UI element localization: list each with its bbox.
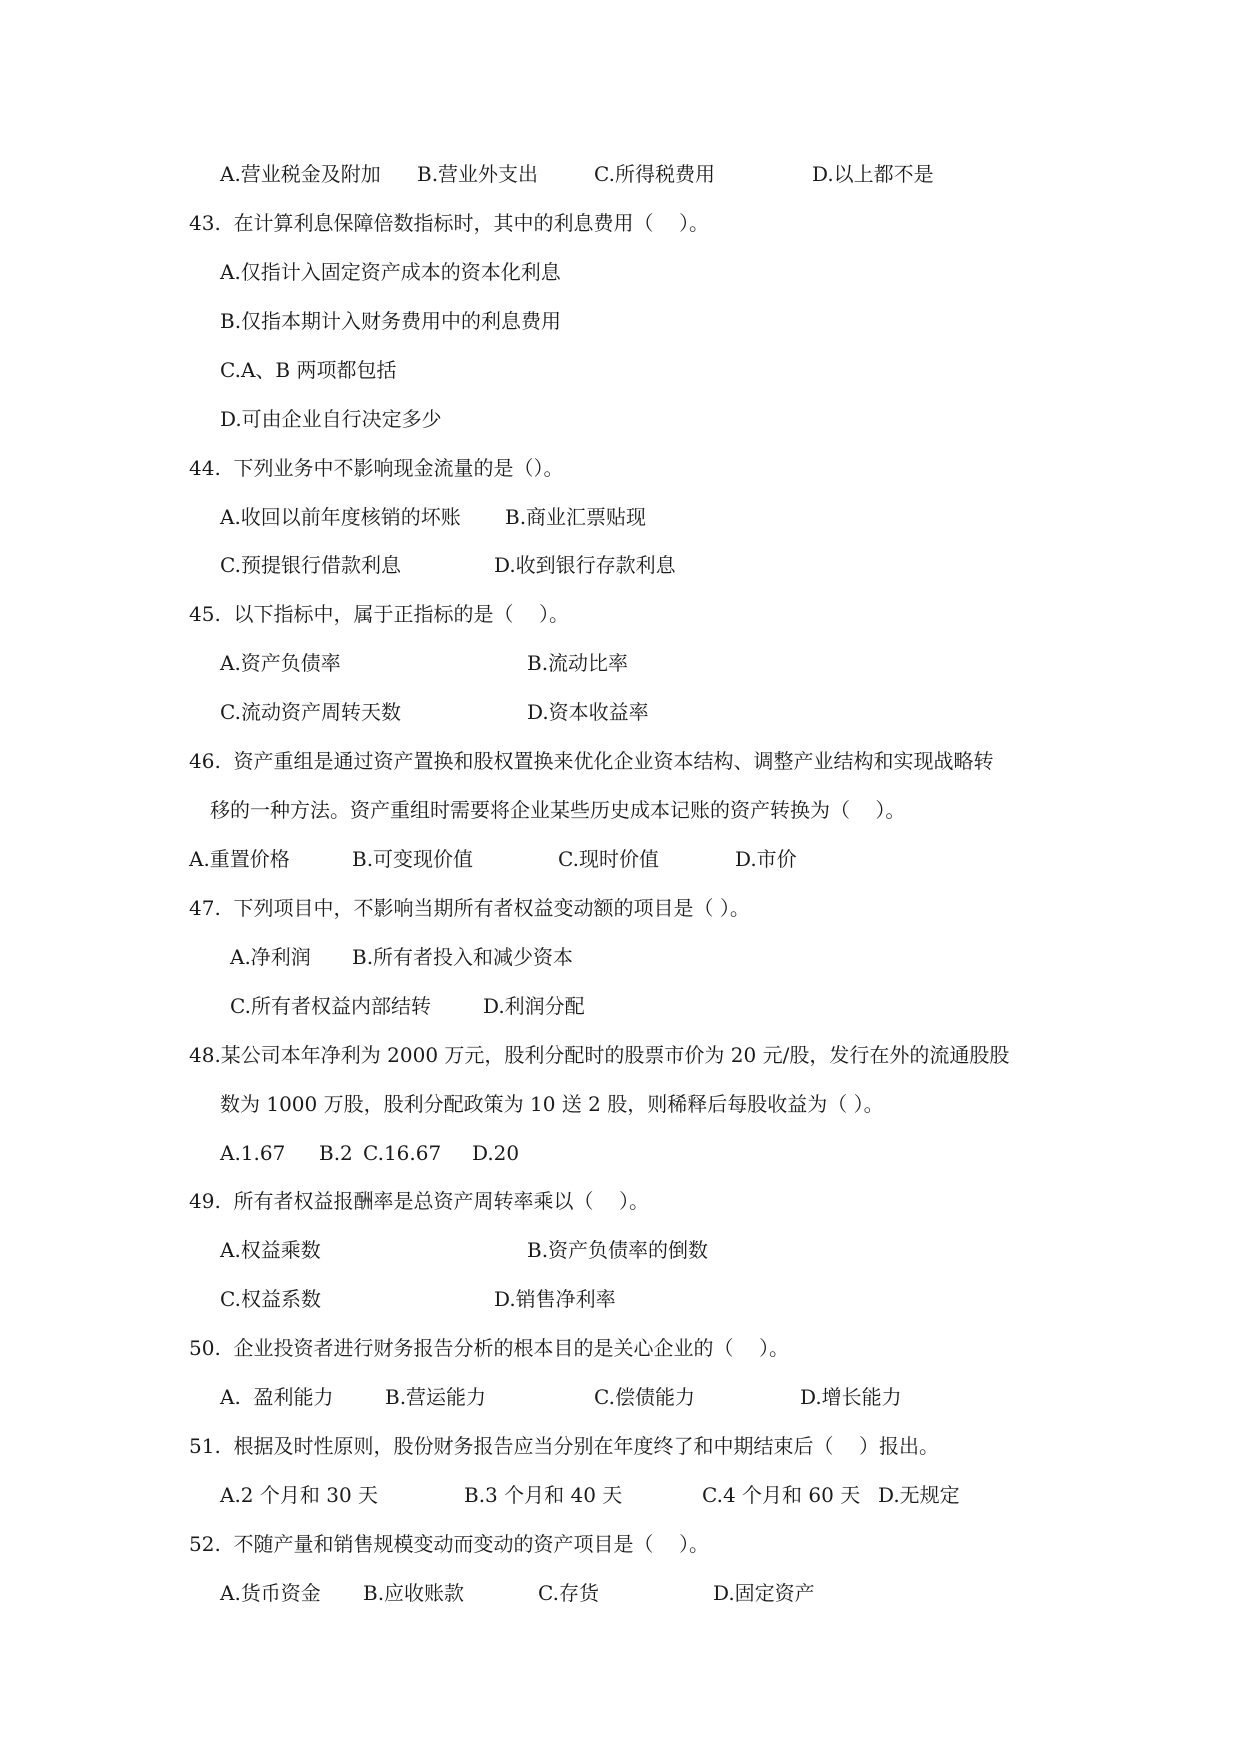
q52-option-d: D.固定资产 — [713, 1581, 815, 1605]
q51-option-d: D.无规定 — [878, 1483, 960, 1507]
q44-option-a: A.收回以前年度核销的坏账 — [220, 505, 461, 529]
q43-stem: 43. 在计算利息保障倍数指标时，其中的利息费用（ ）。 — [189, 211, 709, 235]
q44-option-b: B.商业汇票贴现 — [505, 505, 647, 529]
q46-stem-line2: 移的一种方法。资产重组时需要将企业某些历史成本记账的资产转换为（ ）。 — [210, 798, 906, 822]
q49-option-c: C.权益系数 — [220, 1287, 321, 1311]
q50-option-b: B.营运能力 — [385, 1385, 487, 1409]
q48-stem-line1: 48.某公司本年净利为 2000 万元，股利分配时的股票市价为 20 元/股，发行在外的流通股股 — [189, 1043, 1010, 1067]
q46-option-a: A.重置价格 — [189, 847, 290, 871]
q44-option-c: C.预提银行借款利息 — [220, 553, 401, 577]
q43-option-c: C.A、B 两项都包括 — [220, 358, 397, 382]
q52-option-a: A.货币资金 — [220, 1581, 321, 1605]
q49-option-d: D.销售净利率 — [494, 1287, 616, 1311]
q46-option-b: B.可变现价值 — [352, 847, 474, 871]
q42-option-b: B.营业外支出 — [417, 162, 539, 186]
q48-option-c: C.16.67 — [363, 1141, 442, 1165]
q45-option-a: A.资产负债率 — [220, 651, 341, 675]
q46-option-c: C.现时价值 — [558, 847, 659, 871]
q47-option-b: B.所有者投入和减少资本 — [352, 945, 574, 969]
q43-option-b: B.仅指本期计入财务费用中的利息费用 — [220, 309, 562, 333]
q47-option-c: C.所有者权益内部结转 — [230, 994, 431, 1018]
q44-option-d: D.收到银行存款利息 — [494, 553, 676, 577]
q49-option-b: B.资产负债率的倒数 — [527, 1238, 709, 1262]
q42-option-d: D.以上都不是 — [812, 162, 934, 186]
q51-option-c: C.4 个月和 60 天 — [702, 1483, 861, 1507]
q48-stem-line2: 数为 1000 万股，股利分配政策为 10 送 2 股，则稀释后每股收益为（ ）。 — [220, 1092, 884, 1116]
q48-option-a: A.1.67 — [220, 1141, 286, 1165]
q45-option-b: B.流动比率 — [527, 651, 629, 675]
q46-option-d: D.市价 — [735, 847, 797, 871]
q44-stem: 44. 下列业务中不影响现金流量的是（）。 — [189, 456, 564, 480]
q52-option-b: B.应收账款 — [363, 1581, 465, 1605]
q51-option-a: A.2 个月和 30 天 — [220, 1483, 379, 1507]
q42-option-a: A.营业税金及附加 — [220, 162, 381, 186]
q52-option-c: C.存货 — [538, 1581, 599, 1605]
q51-stem: 51. 根据及时性原则，股份财务报告应当分别在年度终了和中期结束后（ ）报出。 — [189, 1434, 939, 1458]
q50-option-c: C.偿债能力 — [594, 1385, 695, 1409]
q49-option-a: A.权益乘数 — [220, 1238, 321, 1262]
q47-option-a: A.净利润 — [230, 945, 311, 969]
q48-option-b: B.2 — [319, 1141, 353, 1165]
q47-stem: 47. 下列项目中，不影响当期所有者权益变动额的项目是（ ）。 — [189, 896, 750, 920]
q50-option-a: A. 盈利能力 — [220, 1385, 334, 1409]
q52-stem: 52. 不随产量和销售规模变动而变动的资产项目是（ ）。 — [189, 1532, 709, 1556]
q43-option-a: A.仅指计入固定资产成本的资本化利息 — [220, 260, 561, 284]
q47-option-d: D.利润分配 — [483, 994, 585, 1018]
q50-stem: 50. 企业投资者进行财务报告分析的根本目的是关心企业的（ ）。 — [189, 1336, 789, 1360]
q51-option-b: B.3 个月和 40 天 — [464, 1483, 623, 1507]
q43-option-d: D.可由企业自行决定多少 — [220, 407, 442, 431]
q46-stem-line1: 46. 资产重组是通过资产置换和股权置换来优化企业资本结构、调整产业结构和实现战略转 — [189, 749, 994, 773]
q45-option-d: D.资本收益率 — [527, 700, 649, 724]
q42-option-c: C.所得税费用 — [594, 162, 715, 186]
q48-option-d: D.20 — [472, 1141, 520, 1165]
q50-option-d: D.增长能力 — [800, 1385, 902, 1409]
q45-option-c: C.流动资产周转天数 — [220, 700, 401, 724]
q49-stem: 49. 所有者权益报酬率是总资产周转率乘以（ ）。 — [189, 1189, 649, 1213]
q45-stem: 45. 以下指标中，属于正指标的是（ ）。 — [189, 602, 569, 626]
